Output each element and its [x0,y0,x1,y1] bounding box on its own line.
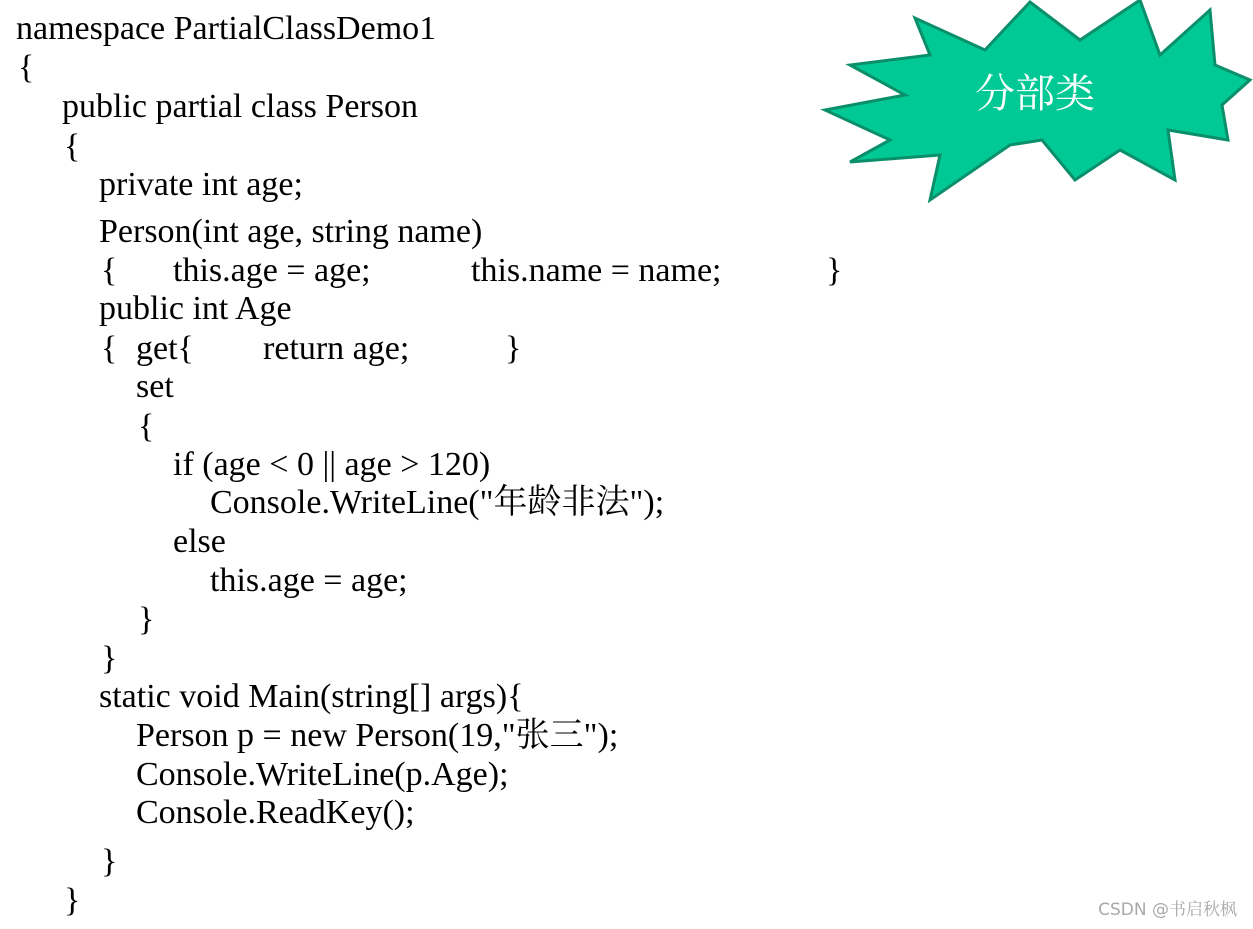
code-line: this.name = name; [471,252,722,289]
code-line: return age; [263,330,410,367]
code-line: set [136,368,174,405]
code-line: Person(int age, string name) [99,213,483,250]
code-line: Console.WriteLine("年龄非法"); [210,484,665,521]
code-line: Console.WriteLine(p.Age); [136,756,509,793]
code-line: else [173,523,226,560]
code-line: this.age = age; [173,252,371,289]
code-line: } [64,882,81,919]
code-line: } [101,843,118,880]
code-line: get{ [136,330,194,367]
badge-label: 分部类 [975,71,1095,117]
code-line: } [505,330,522,367]
watermark: CSDN @书启秋枫 [1098,900,1237,920]
code-line: { [138,408,155,445]
code-line: } [101,640,118,677]
code-line: this.age = age; [210,562,408,599]
code-line: { [101,252,118,289]
code-line: public int Age [99,290,292,327]
code-line: { [64,128,81,165]
code-line: if (age < 0 || age > 120) [173,446,491,483]
code-line: Console.ReadKey(); [136,794,415,831]
code-line: } [826,252,843,289]
code-line: { [18,49,35,86]
code-line: static void Main(string[] args){ [99,678,524,715]
code-line: { [101,330,118,367]
code-line: public partial class Person [62,88,418,125]
code-line: } [138,601,155,638]
code-line: Person p = new Person(19,"张三"); [136,717,619,754]
code-line: namespace PartialClassDemo1 [16,10,437,47]
code-line: private int age; [99,166,303,203]
